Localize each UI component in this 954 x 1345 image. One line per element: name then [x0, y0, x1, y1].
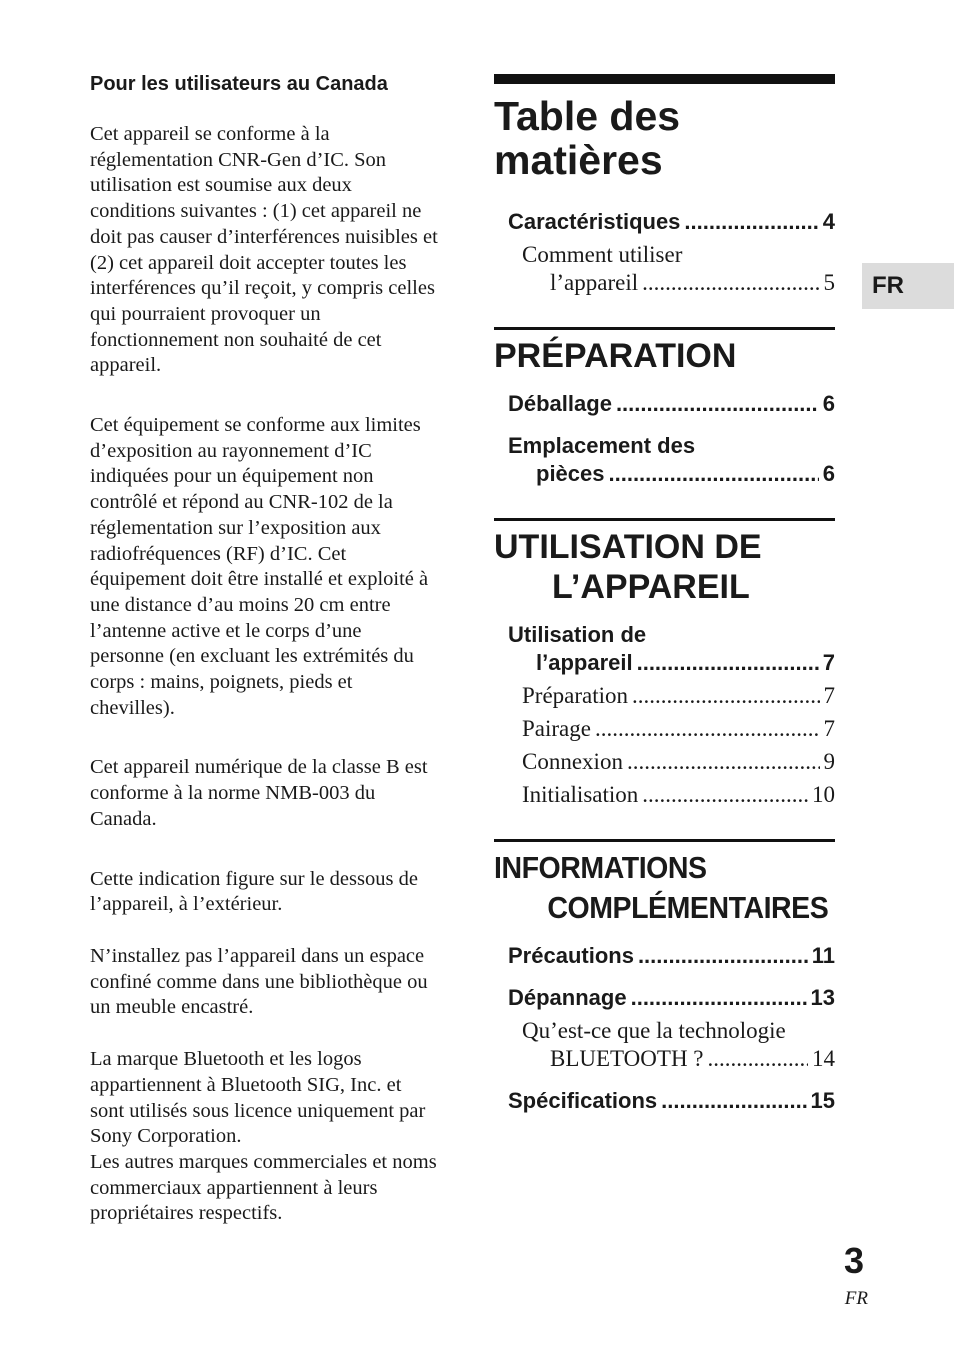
toc-title	[494, 94, 835, 182]
toc-entry-precautions[interactable]: Précautions ..... 11	[508, 942, 835, 970]
toc-entry-specifications[interactable]: Spécifications ..... 15	[508, 1087, 835, 1115]
toc-entry-bluetooth[interactable]: Qu’est-ce que la technologie BLUETOOTH ? ..... 14	[522, 1017, 835, 1073]
toc-entry-comment-utiliser[interactable]: Comment utiliser l’appareil ..... 5	[522, 241, 835, 297]
section-rule	[494, 327, 835, 330]
paragraph-indication: Cette indication figure sur le dessous de l’appareil, à l’extérieur.	[90, 867, 418, 916]
toc-entry-utilisation[interactable]: Utilisation de l’appareil ..... 7	[508, 621, 835, 677]
section-rule	[494, 518, 835, 521]
section-rule	[494, 839, 835, 842]
toc-entry-connexion[interactable]: Connexion ..... 9	[522, 748, 835, 776]
canada-notice-heading: Pour les utilisateurs au Canada	[90, 73, 388, 95]
language-tab: FR	[862, 263, 954, 309]
paragraph-rf-exposure: Cet équipement se conforme aux limites d’exposition au rayonnement d’IC indiquées pour un équipement non contrôlé et répond au CNR-102 de la réglementation sur l’exposition aux radiofréquences (RF) d’IC. Cet équipement doit être installé et exploité à une distance d’au moins 20 cm entre l’antenne active et le corps d’une personne (en excluant les extrémités du corps : mains, poignets, pieds et chevilles).	[90, 414, 429, 719]
section-title-utilisation: UTILISATION DE L’APPAREIL	[494, 528, 762, 606]
canada-notice-column	[90, 70, 440, 1227]
toc-entry-depannage[interactable]: Dépannage ..... 13	[508, 984, 835, 1012]
paragraph-bluetooth-trademark: La marque Bluetooth et les logos appartiennent à Bluetooth SIG, Inc. et sont utilisés sous licence uniquement par Sony Corporation.	[90, 1048, 426, 1148]
page-language: FR	[844, 1288, 868, 1309]
paragraph-class-b: Cet appareil numérique de la classe B est conforme à la norme NMB-003 du Canada.	[90, 756, 428, 830]
toc-entry-emplacement[interactable]: Emplacement des pièces ..... 6	[508, 432, 835, 488]
section-title-informations: INFORMATIONS COMPLÉMENTAIRES	[494, 850, 829, 925]
title-rule	[494, 74, 835, 84]
toc-entry-caracteristiques[interactable]: Caractéristiques ..... 4	[508, 208, 835, 236]
toc-entry-initialisation[interactable]: Initialisation ..... 10	[522, 781, 835, 809]
toc-entry-preparation[interactable]: Préparation ..... 7	[522, 682, 835, 710]
paragraph-other-trademarks: Les autres marques commerciales et noms commerciaux appartiennent à leurs propriétaires respectifs.	[90, 1150, 437, 1225]
toc-entry-deballage[interactable]: Déballage ..... 6	[508, 390, 835, 418]
toc-title-line2: matières	[494, 137, 663, 183]
section-title-preparation: PRÉPARATION	[494, 337, 737, 375]
table-of-contents	[494, 74, 835, 1115]
paragraph-cnr-gen: Cet appareil se conforme à la réglementation CNR-Gen d’IC. Son utilisation est soumise aux deux conditions suivantes : (1) cet appareil ne doit pas causer d’interférences nuisibles et (2) cet appareil doit accepter toutes les interférences qu’il reçoit, y compris celles qui pourraient provoquer un fonctionnement non souhaité de cet appareil.	[90, 123, 438, 377]
page-number: 3	[843, 1240, 864, 1281]
toc-entry-pairage[interactable]: Pairage ..... 7	[522, 715, 835, 743]
paragraph-installation: N’installez pas l’appareil dans un espace confiné comme dans une bibliothèque ou un meuble encastré.	[90, 944, 428, 1019]
toc-title-line1: Table des	[494, 93, 681, 139]
